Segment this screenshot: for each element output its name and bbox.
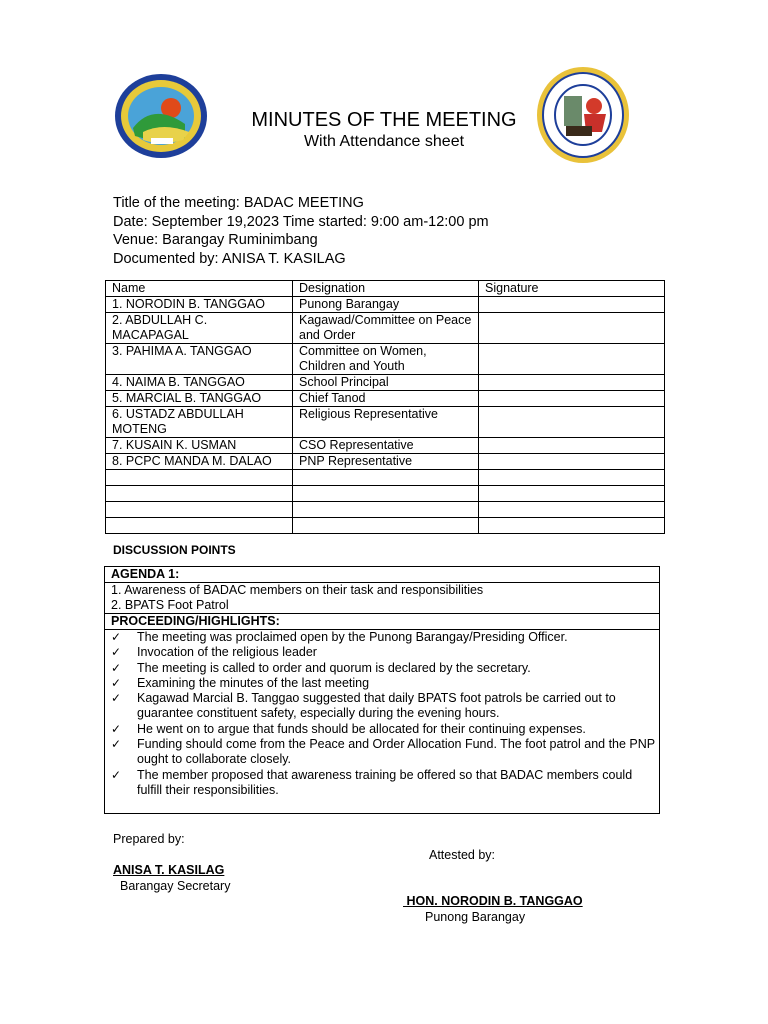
attendee-signature bbox=[479, 391, 665, 407]
attested-by-role: Punong Barangay bbox=[425, 910, 526, 924]
designation-column-header: Designation bbox=[293, 281, 479, 297]
attendance-row bbox=[106, 297, 665, 313]
checkmark-icon: ✓ bbox=[111, 660, 122, 675]
proceeding-item: ✓ Examining the minutes of the last meeting bbox=[111, 675, 370, 690]
empty-row bbox=[106, 518, 665, 534]
prepared-by-name: ANISA T. KASILAG bbox=[113, 863, 225, 877]
attendee-name: 3. PAHIMA A. TANGGAO bbox=[106, 344, 293, 375]
meeting-venue-line: Venue: Barangay Ruminimbang bbox=[113, 232, 318, 248]
proceedings-list bbox=[105, 630, 659, 813]
checkmark-icon: ✓ bbox=[111, 767, 122, 782]
attendee-signature bbox=[479, 438, 665, 454]
attendance-row bbox=[106, 375, 665, 391]
attendee-designation: Chief Tanod bbox=[293, 391, 479, 407]
attendance-header-row bbox=[106, 281, 665, 297]
attendee-signature bbox=[479, 313, 665, 344]
attendee-signature bbox=[479, 297, 665, 313]
proceeding-item: ✓ The meeting is called to order and quorum is declared by the secretary. bbox=[111, 660, 531, 675]
attendee-name: 5. MARCIAL B. TANGGAO bbox=[106, 391, 293, 407]
attendee-name: 2. ABDULLAH C. MACAPAGAL bbox=[106, 313, 293, 344]
attested-by-name: HON. NORODIN B. TANGGAO bbox=[406, 894, 583, 908]
agenda-box bbox=[104, 566, 660, 814]
checkmark-icon: ✓ bbox=[111, 630, 122, 644]
attendee-designation: Kagawad/Committee on Peace and Order bbox=[293, 313, 479, 344]
attendance-row bbox=[106, 454, 665, 470]
prepared-by-label: Prepared by: bbox=[113, 832, 185, 846]
attendee-designation: Committee on Women, Children and Youth bbox=[293, 344, 479, 375]
proceeding-item: ✓ The meeting was proclaimed open by the Punong Barangay/Presiding Officer. bbox=[111, 630, 568, 644]
attendance-row bbox=[106, 344, 665, 375]
document-subtitle: With Attendance sheet bbox=[303, 133, 465, 150]
attendee-name: 4. NAIMA B. TANGGAO bbox=[106, 375, 293, 391]
document-title: MINUTES OF THE MEETING bbox=[251, 109, 517, 131]
checkmark-icon: ✓ bbox=[111, 721, 122, 736]
checkmark-icon: ✓ bbox=[111, 645, 122, 660]
proceeding-item: ✓ Kagawad Marcial B. Tanggao suggested that daily BPATS foot patrols be carried out to guarantee constituent safety, especially during the evening hours. bbox=[111, 691, 616, 721]
discussion-points-heading: DISCUSSION POINTS bbox=[113, 543, 236, 557]
signature-column-header: Signature bbox=[479, 281, 665, 297]
attendee-designation: CSO Representative bbox=[293, 438, 479, 454]
agenda-label: AGENDA 1: bbox=[105, 567, 659, 583]
proceeding-item: ✓ He went on to argue that funds should be allocated for their continuing expenses. bbox=[111, 721, 586, 736]
attendee-signature bbox=[479, 344, 665, 375]
empty-row bbox=[106, 486, 665, 502]
attendance-row bbox=[106, 391, 665, 407]
agenda-item: 1. Awareness of BADAC members on their task and responsibilities bbox=[111, 583, 484, 597]
attendee-name: 8. PCPC MANDA M. DALAO bbox=[106, 454, 293, 470]
prepared-by-role: Barangay Secretary bbox=[120, 879, 231, 893]
attendance-row bbox=[106, 438, 665, 454]
meeting-date-line: Date: September 19,2023 Time started: 9:00 am-12:00 pm bbox=[113, 213, 489, 230]
attendance-row bbox=[106, 407, 665, 438]
name-column-header: Name bbox=[106, 281, 293, 297]
proceedings-label: PROCEEDING/HIGHLIGHTS: bbox=[105, 614, 659, 630]
proceeding-item: ✓ Invocation of the religious leader bbox=[111, 645, 317, 660]
documented-by-line: Documented by: ANISA T. KASILAG bbox=[113, 250, 346, 267]
attendee-designation: Religious Representative bbox=[293, 407, 479, 438]
checkmark-icon: ✓ bbox=[111, 691, 122, 706]
attendee-designation: PNP Representative bbox=[293, 454, 479, 470]
attendee-name: 7. KUSAIN K. USMAN bbox=[106, 438, 293, 454]
checkmark-icon: ✓ bbox=[111, 675, 122, 690]
attendee-signature bbox=[479, 454, 665, 470]
agenda-item: 2. BPATS Foot Patrol bbox=[105, 598, 659, 614]
attendee-name: 6. USTADZ ABDULLAH MOTENG bbox=[106, 407, 293, 438]
checkmark-icon: ✓ bbox=[111, 737, 122, 752]
attested-by-label: Attested by: bbox=[429, 848, 496, 862]
meeting-title-line: Title of the meeting: BADAC MEETING bbox=[113, 195, 364, 211]
proceeding-item: ✓ The member proposed that awareness training be offered so that BADAC members could fulfill their responsibilities. bbox=[111, 767, 633, 797]
attendee-designation: School Principal bbox=[293, 375, 479, 391]
attendee-signature bbox=[479, 375, 665, 391]
attendee-signature bbox=[479, 407, 665, 438]
empty-row bbox=[106, 502, 665, 518]
attendance-row bbox=[106, 313, 665, 344]
attendance-table bbox=[105, 280, 665, 534]
attendee-name: 1. NORODIN B. TANGGAO bbox=[106, 297, 293, 313]
empty-row bbox=[106, 470, 665, 486]
proceeding-item: ✓ Funding should come from the Peace and Order Allocation Fund. The foot patrol and the PNP ought to collaborate closely. bbox=[111, 737, 655, 767]
attendee-designation: Punong Barangay bbox=[293, 297, 479, 313]
